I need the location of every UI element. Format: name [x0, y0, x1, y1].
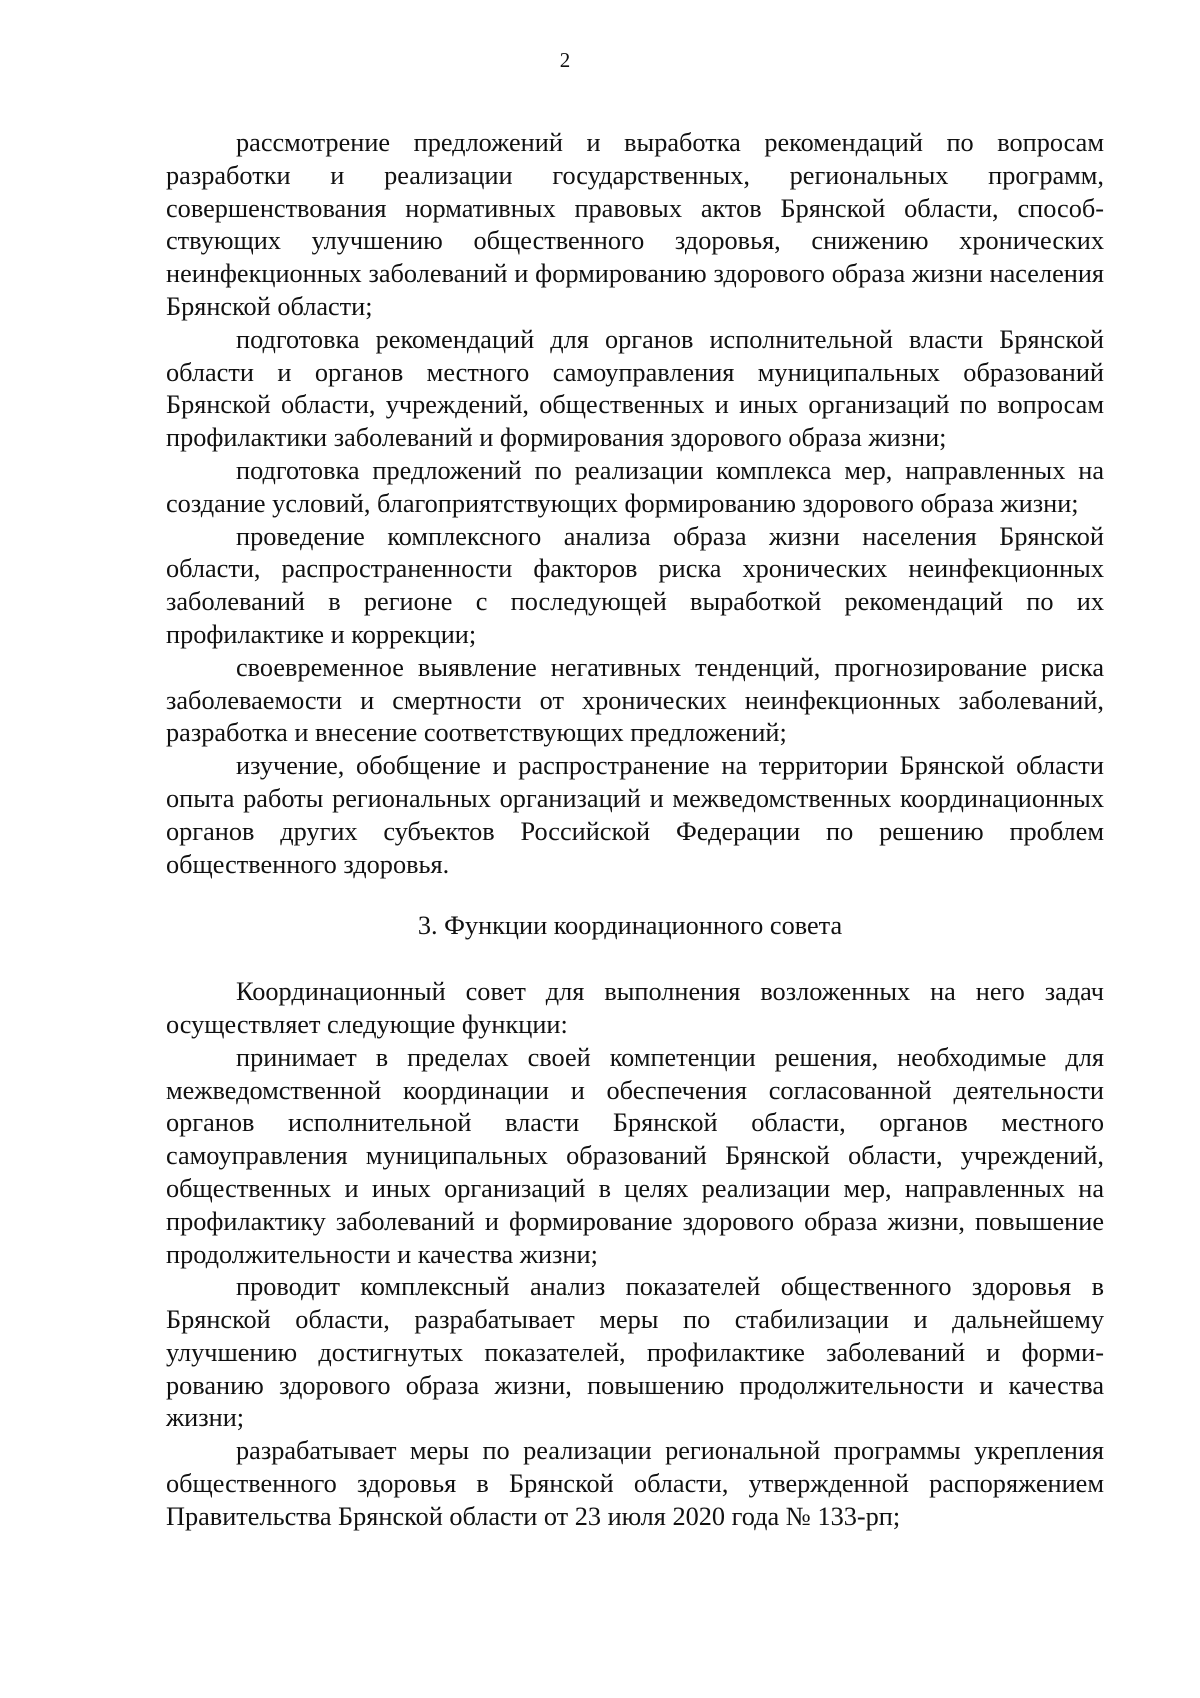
- paragraph: изучение, обобщение и распространение на территории Брянской области опыта работы региональных организаций и межведомственных координационных органов других субъектов Российской Федерации по решению проблем общественного здоровья.: [166, 751, 1104, 879]
- paragraph: проведение комплексного анализа образа жизни населения Брянской области, распространенности факторов риска хронических неинфекционных заболеваний в регионе с последующей выработкой рекомендаций по их профилактике и коррекции;: [166, 521, 1104, 649]
- section-heading: 3. Функции координационного совета: [417, 911, 843, 941]
- paragraph: своевременное выявление негативных тенденций, прогнозирование риска заболеваемости и смертности от хронических неинфекционных заболеваний, разработка и внесение соответствующих предложений;: [166, 652, 1104, 748]
- paragraph: Координационный совет для выполнения возложенных на него задач осуществляет следующие функции:: [166, 977, 1104, 1039]
- paragraph: принимает в пределах своей компетенции решения, необходимые для межведомственной координации и обеспечения согласованной деятельности органов исполнительной власти Брянской области, органов местного самоуправления муниципальных образований Брянской области, учреждений, общественных и иных организаций в целях реализации мер, направленных на профилактику заболеваний и формирование здорового образа жизни, повышение продолжительности и качества жизни;: [166, 1042, 1104, 1269]
- page-number: 2: [559, 48, 571, 72]
- paragraph: рассмотрение предложений и выработка рекомендаций по вопросам разработки и реализации государственных, региональных программ, совершенствования нормативных правовых актов Брянской области, способствующих улучшению общественного здоровья, снижению хронических неинфекционных заболеваний и формированию здорового образа жизни населения Брянской области;: [166, 128, 1104, 321]
- paragraph: подготовка предложений по реализации комплекса мер, направленных на создание условий, благоприятствующих формированию здорового образа жизни;: [166, 455, 1104, 518]
- paragraph: разрабатывает меры по реализации региональной программы укрепления общественного здоровья в Брянской области, утвержденной распоряжением Правительства Брянской области от 23 июля 2020 года № 133-рп;: [166, 1436, 1104, 1531]
- paragraph: подготовка рекомендаций для органов исполнительной власти Брянской области и органов местного самоуправления муниципальных образований Брянской области, учреждений, общественных и иных организаций по вопросам профилактики заболеваний и формирования здорового образа жизни;: [166, 324, 1104, 453]
- document-body: [166, 127, 1104, 1534]
- paragraph: проводит комплексный анализ показателей общественного здоровья в Брянской области, разрабатывает меры по стабилизации и дальнейшему улучшению достигнутых показателей, профилактике заболеваний и формированию здорового образа жизни, повышению продолжительности и качества жизни;: [166, 1272, 1104, 1433]
